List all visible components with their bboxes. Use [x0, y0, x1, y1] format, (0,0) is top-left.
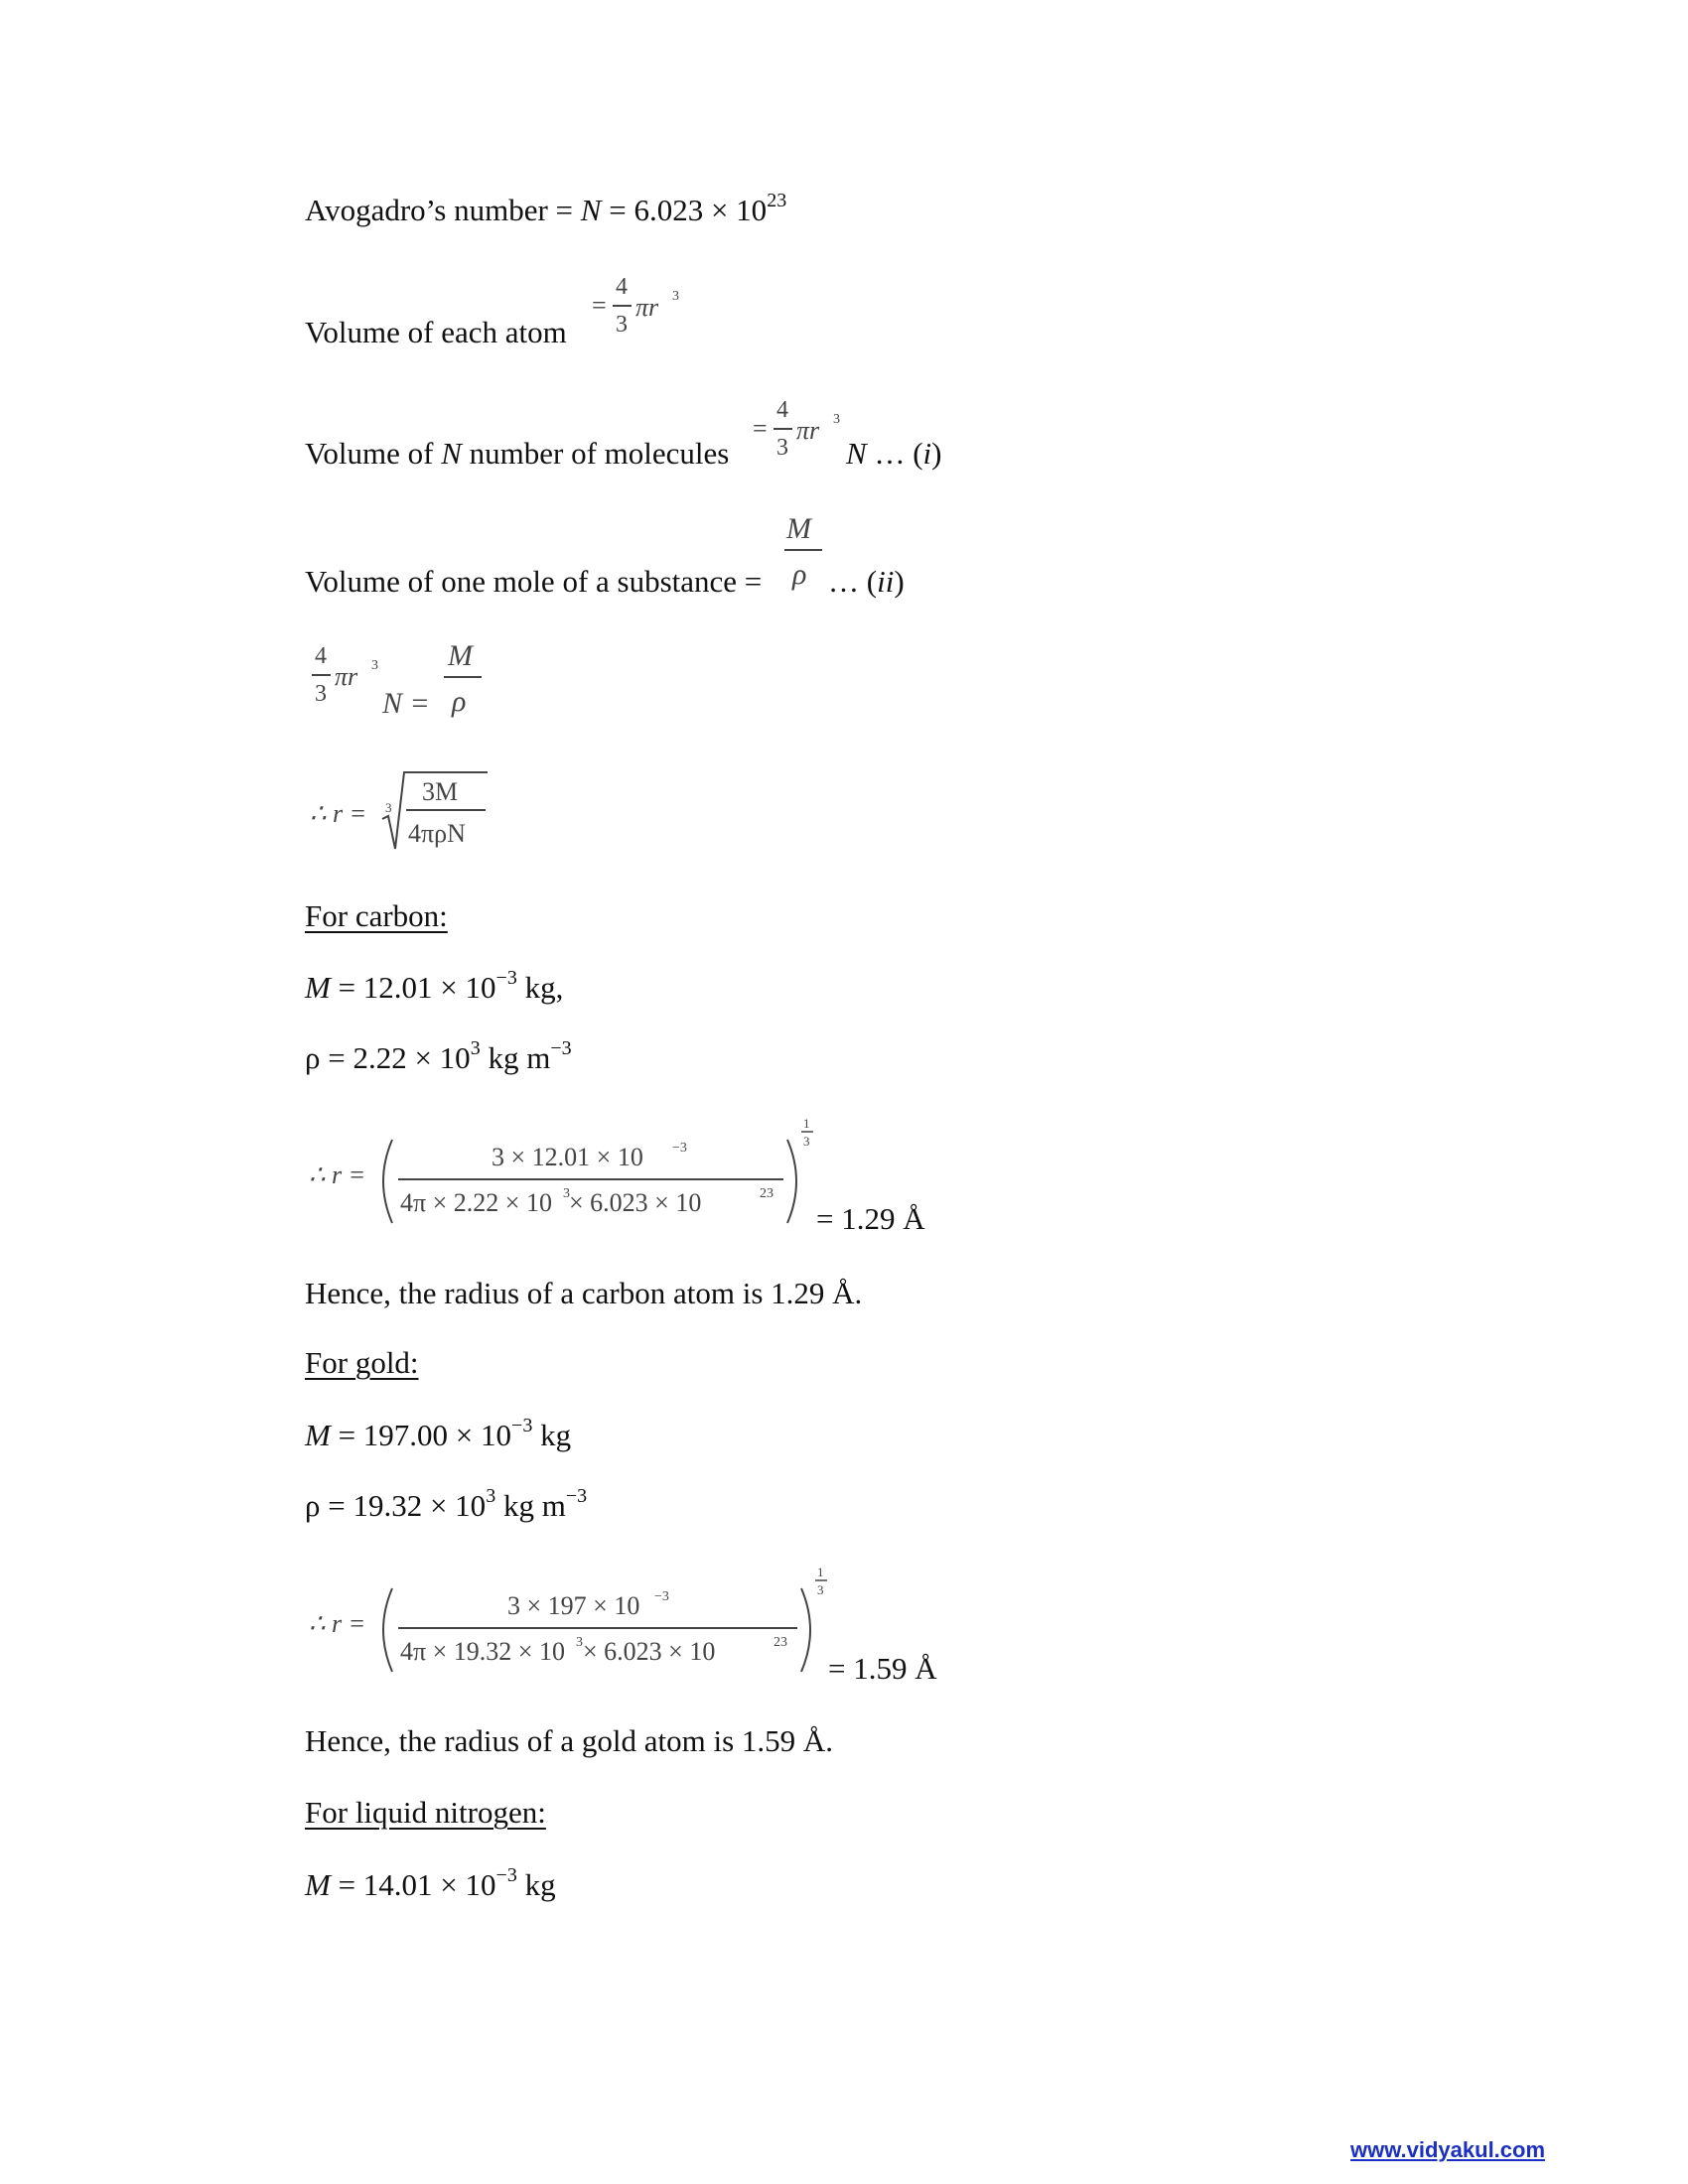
radius-formula	[305, 764, 503, 864]
svg-text:3: 3	[817, 1582, 824, 1597]
equation-tag-ii: … (ii)	[828, 564, 905, 599]
svg-text:πr: πr	[635, 293, 659, 322]
svg-text:3M: 3M	[422, 777, 459, 806]
svg-text:4: 4	[776, 397, 788, 423]
gold-radius-calculation	[305, 1561, 841, 1690]
svg-text:3: 3	[672, 289, 679, 304]
gold-result: = 1.59 Å	[828, 1651, 937, 1686]
svg-text:M: M	[448, 639, 473, 672]
svg-text:23: 23	[760, 1186, 774, 1201]
svg-text:3: 3	[776, 435, 788, 461]
svg-text:ρ: ρ	[452, 685, 467, 718]
svg-text:=: =	[753, 414, 768, 443]
svg-text:=: =	[592, 291, 607, 320]
gold-mass: $M = 197.00 \times 10^{-3}$ kg	[305, 1415, 572, 1452]
carbon-result: = 1.29 Å	[816, 1201, 925, 1236]
svg-text:× 6.023 × 10: × 6.023 × 10	[583, 1637, 716, 1666]
volume-each-atom-formula	[584, 266, 693, 345]
svg-text:∴ r =: ∴ r =	[309, 1609, 366, 1638]
svg-text:4: 4	[315, 643, 327, 669]
volume-n-molecules-label: Volume of N number of molecules	[305, 436, 730, 471]
svg-text:3: 3	[576, 1635, 583, 1650]
nitrogen-mass: $M = 14.01 \times 10^{-3}$ kg	[305, 1864, 556, 1902]
gold-density: $\rho = 19.32 \times 10^3$ kg $m^{-3}$	[305, 1485, 588, 1523]
svg-text:3: 3	[833, 412, 840, 427]
equating-volumes-equation	[305, 635, 503, 735]
volume-n-molecules-formula	[745, 389, 854, 469]
svg-text:πr: πr	[796, 416, 820, 445]
carbon-density: $\rho = 2.22 \times 10^3$ kg $m^{-3}$	[305, 1037, 572, 1075]
volume-each-atom-label: Volume of each atom	[305, 315, 567, 349]
svg-text:∴ r =: ∴ r =	[310, 799, 367, 828]
svg-text:3: 3	[315, 681, 327, 707]
carbon-radius-calculation	[305, 1112, 821, 1241]
svg-text:1: 1	[817, 1565, 824, 1579]
svg-text:3: 3	[616, 312, 628, 338]
svg-text:ρ: ρ	[792, 558, 807, 591]
svg-text:4πρN: 4πρN	[408, 819, 466, 848]
svg-text:3 × 12.01 × 10: 3 × 12.01 × 10	[492, 1143, 643, 1171]
gold-heading: For gold:	[305, 1345, 419, 1380]
carbon-heading: For carbon:	[305, 898, 448, 933]
svg-text:3: 3	[563, 1186, 570, 1201]
gold-conclusion: Hence, the radius of a gold atom is 1.59 Å.	[305, 1723, 834, 1758]
svg-text:M: M	[786, 512, 811, 545]
svg-text:1: 1	[803, 1116, 810, 1131]
svg-text:∴ r =: ∴ r =	[309, 1160, 366, 1189]
svg-text:πr: πr	[335, 662, 358, 691]
carbon-conclusion: Hence, the radius of a carbon atom is 1.29 Å.	[305, 1276, 863, 1310]
svg-text:23: 23	[774, 1635, 787, 1650]
avogadro-line: Avogadro’s number = $N = 6.023 \times 10^{23}$	[305, 190, 787, 227]
svg-text:4: 4	[616, 274, 628, 300]
svg-text:3 × 197 × 10: 3 × 197 × 10	[507, 1591, 640, 1620]
footer-website-link[interactable]: www.vidyakul.com	[1350, 2137, 1546, 2162]
svg-text:−3: −3	[672, 1141, 687, 1156]
svg-text:−3: −3	[654, 1589, 669, 1604]
nitrogen-heading: For liquid nitrogen:	[305, 1795, 546, 1830]
volume-one-mole-label: Volume of one mole of a substance =	[305, 564, 763, 599]
svg-text:3: 3	[371, 658, 378, 673]
svg-text:4π × 19.32 × 10: 4π × 19.32 × 10	[400, 1637, 565, 1666]
svg-text:3: 3	[385, 800, 392, 815]
svg-text:× 6.023 × 10: × 6.023 × 10	[569, 1188, 702, 1217]
svg-text:N =: N =	[382, 687, 430, 720]
equation-tag-i: N … (i)	[846, 436, 942, 471]
svg-text:3: 3	[803, 1134, 810, 1149]
svg-text:4π × 2.22 × 10: 4π × 2.22 × 10	[400, 1188, 552, 1217]
carbon-mass: $M = 12.01 \times 10^{-3}$ kg,	[305, 967, 564, 1005]
